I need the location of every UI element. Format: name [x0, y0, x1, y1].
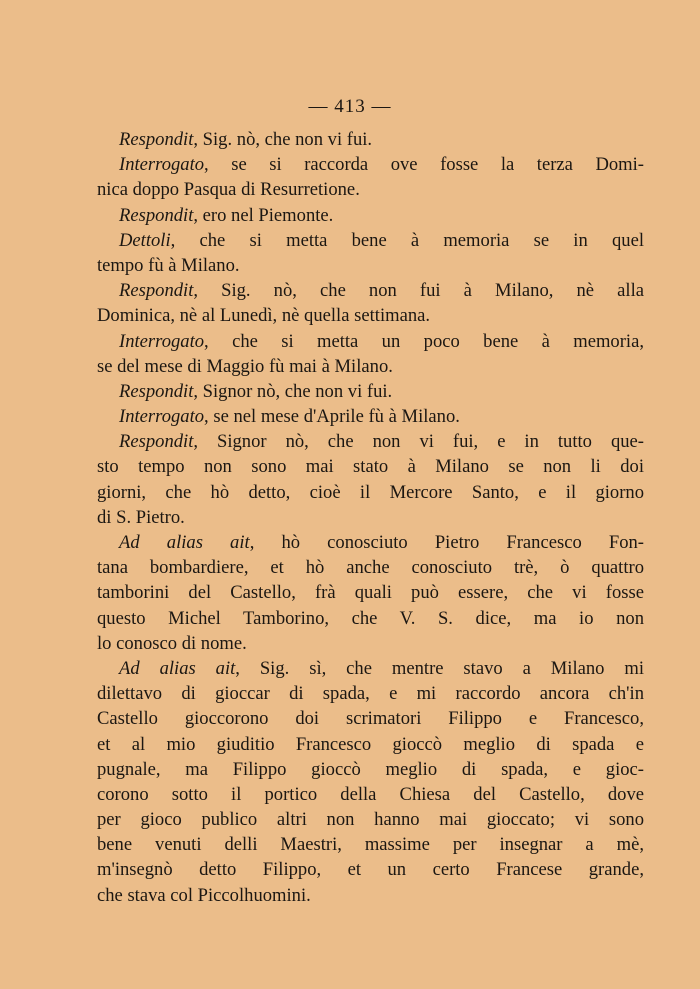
text-line [97, 606, 644, 631]
text-line [97, 757, 644, 782]
line-text: , Sig. sì, che mentre stavo a Milano mi [235, 657, 644, 679]
text-line [97, 152, 644, 177]
line-text: se del mese di Maggio fù mai à Milano. [97, 355, 393, 377]
speaker-label: Respondit [119, 431, 194, 453]
page-body-text [97, 127, 644, 908]
line-text: , Sig. nò, che non vi fui. [193, 129, 373, 150]
line-text: che stava col Piccolhuomini. [97, 884, 311, 906]
text-line [97, 656, 644, 681]
text-line [97, 278, 644, 303]
line-text: lo conosco di nome. [97, 632, 247, 654]
line-text: , ero nel Piemonte. [193, 204, 334, 226]
text-line [97, 429, 644, 454]
speaker-label: Interrogato [119, 406, 205, 428]
line-text: per gioco publico altri non hanno mai gioccato; vi sono [97, 809, 644, 831]
line-text: , Signor nò, che non vi fui. [193, 380, 393, 402]
line-text: , hò conosciuto Pietro Francesco Fon- [249, 532, 644, 553]
line-text: , Sig. nò, che non fui à Milano, nè alla [193, 280, 644, 302]
line-text: Dominica, nè al Lunedì, nè quella settimana. [97, 305, 431, 327]
text-line [97, 253, 644, 278]
text-line [97, 732, 644, 757]
speaker-label: Interrogato [119, 154, 205, 176]
line-text: m'insegnò detto Filippo, et un certo Francese grande, [97, 859, 644, 881]
line-text: corono sotto il portico della Chiesa del Castello, dove [97, 783, 644, 805]
text-line [97, 782, 644, 807]
line-text: , che si metta bene à memoria se in quel [170, 229, 644, 251]
text-line [97, 681, 644, 706]
text-line [97, 505, 644, 530]
line-text: sto tempo non sono mai stato à Milano se non li doi [97, 456, 644, 478]
text-line [97, 706, 644, 731]
speaker-label: Dettoli [119, 229, 171, 251]
line-text: , Signor nò, che non vi fui, e in tutto que- [193, 431, 644, 453]
text-line [97, 228, 644, 253]
line-text: pugnale, ma Filippo gioccò meglio di spada, e gioc- [97, 758, 644, 780]
speaker-label: Interrogato [119, 330, 205, 352]
line-text: Castello gioccorono doi scrimatori Filippo e Francesco, [97, 708, 644, 730]
line-text: giorni, che hò detto, cioè il Mercore Santo, e il giorno [97, 481, 644, 503]
text-line [97, 354, 644, 379]
text-line [97, 177, 644, 202]
line-text: tempo fù à Milano. [97, 254, 240, 276]
page-number: — 413 — [308, 96, 392, 117]
line-text: bene venuti delli Maestri, massime per insegnar a mè, [97, 834, 644, 856]
text-line [97, 404, 644, 429]
line-text: questo Michel Tamborino, che V. S. dice, ma io non [97, 607, 644, 629]
line-text: , se si raccorda ove fosse la terza Domi- [204, 154, 644, 176]
speaker-label: Respondit [119, 204, 194, 226]
text-line [97, 530, 644, 555]
line-text: tana bombardiere, et hò anche conosciuto trè, ò quattro [97, 557, 644, 579]
speaker-label: Respondit [119, 380, 194, 402]
speaker-label: Respondit [119, 280, 194, 302]
text-line [97, 329, 644, 354]
text-line [97, 203, 644, 228]
text-line [97, 127, 644, 152]
speaker-label: Respondit [119, 129, 194, 150]
speaker-label: Ad alias ait [119, 657, 236, 679]
line-text: et al mio giuditio Francesco gioccò meglio di spada e [97, 733, 644, 755]
speaker-label: Ad alias ait [119, 532, 250, 553]
line-text: , che si metta un poco bene à memoria, [204, 330, 644, 352]
text-line [97, 379, 644, 404]
text-line [97, 832, 644, 857]
text-line [97, 807, 644, 832]
text-line [97, 480, 644, 505]
text-line [97, 883, 644, 908]
line-text: , se nel mese d'Aprile fù à Milano. [204, 406, 460, 428]
text-line [97, 555, 644, 580]
line-text: dilettavo di gioccar di spada, e mi raccordo ancora ch'in [97, 683, 644, 705]
line-text: di S. Pietro. [97, 506, 185, 528]
text-line [97, 857, 644, 882]
text-line [97, 303, 644, 328]
line-text: tamborini del Castello, frà quali può essere, che vi fosse [97, 582, 644, 604]
text-line [97, 454, 644, 479]
text-line [97, 631, 644, 656]
line-text: nica doppo Pasqua di Resurretione. [97, 179, 360, 201]
text-line [97, 580, 644, 605]
